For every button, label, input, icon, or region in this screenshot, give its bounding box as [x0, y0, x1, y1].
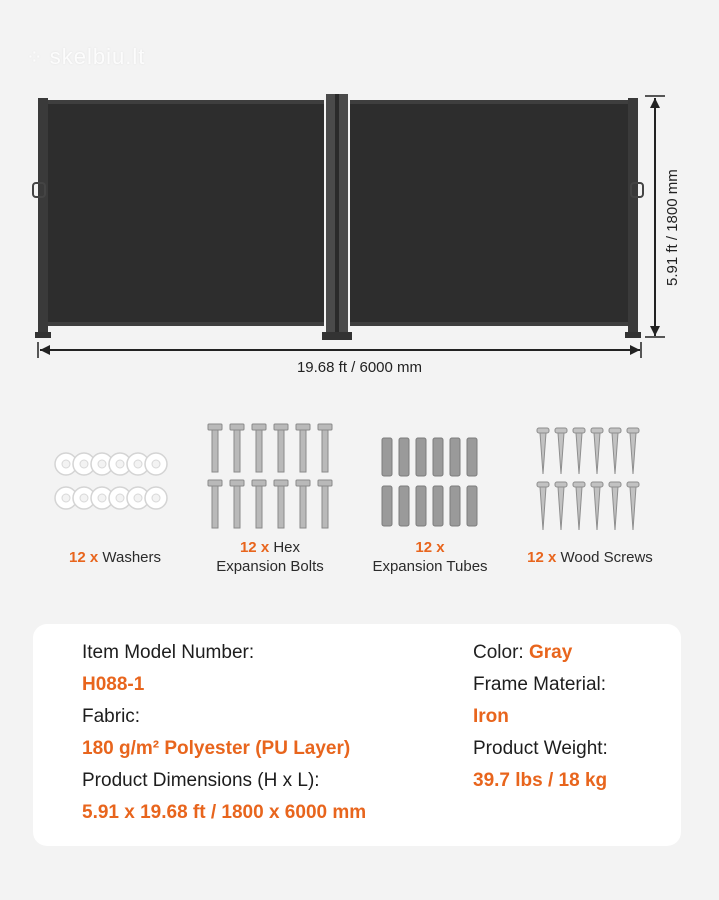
frame-label: Frame Material:	[473, 674, 607, 695]
dimensions-value: 5.91 x 19.68 ft / 1800 x 6000 mm	[82, 802, 367, 823]
bolt-row-bottom	[208, 480, 332, 528]
specs-card	[33, 624, 681, 846]
color-value: Gray	[528, 642, 573, 663]
height-dimension-label: 5.91 ft / 1800 mm	[664, 169, 681, 286]
hex-bolts-label	[190, 538, 350, 576]
right-fabric-panel	[350, 102, 628, 324]
awning-illustration	[0, 80, 719, 380]
wood-screws-label	[510, 548, 670, 567]
right-panel-top-rail	[350, 100, 628, 104]
left-cassette	[38, 98, 48, 338]
hex-expansion-bolts-illustration	[204, 420, 338, 532]
washers-illustration	[52, 448, 176, 518]
expansion-tubes-illustration	[378, 434, 482, 534]
wood-screws-qty: 12 x	[527, 549, 557, 566]
fabric-label: Fabric:	[82, 706, 141, 727]
watermark	[26, 44, 145, 70]
height-arrow-top	[650, 98, 660, 108]
expansion-tubes-label	[350, 538, 510, 576]
watermark-dots-icon: ⁘	[26, 46, 44, 69]
dimensions-label: Product Dimensions (H x L):	[82, 770, 320, 791]
width-arrow-left	[40, 345, 50, 355]
width-dimension-label: 19.68 ft / 6000 mm	[296, 359, 423, 376]
left-panel-top-rail	[48, 100, 324, 104]
hex-bolts-name-line2: Expansion Bolts	[216, 558, 324, 575]
washers-qty: 12 x	[69, 549, 99, 566]
center-post-base	[322, 332, 352, 340]
left-foot	[35, 332, 51, 338]
width-arrow-right	[630, 345, 640, 355]
color-row	[473, 641, 572, 665]
washer-row-top	[55, 453, 167, 475]
left-panel-bottom-rail	[48, 322, 324, 326]
hex-bolts-qty: 12 x	[239, 539, 270, 556]
tube-row-bottom	[382, 486, 477, 526]
washers-label	[40, 548, 190, 567]
washer-row-bottom	[55, 487, 167, 509]
weight-label: Product Weight:	[473, 738, 608, 759]
screw-row-top	[537, 428, 639, 474]
height-arrow-bottom	[650, 326, 660, 336]
right-foot	[625, 332, 641, 338]
bolt-row-top	[208, 424, 332, 472]
wood-screws-illustration	[534, 424, 648, 534]
weight-value: 39.7 lbs / 18 kg	[473, 770, 608, 791]
screw-row-bottom	[537, 482, 639, 530]
model-value: H088-1	[82, 674, 145, 695]
model-label: Item Model Number:	[82, 642, 255, 663]
hex-bolts-name: Hex	[273, 539, 301, 556]
expansion-tubes-qty: 12 x	[415, 539, 445, 556]
washers-name: Washers	[102, 549, 161, 566]
left-fabric-panel	[48, 102, 324, 324]
frame-value: Iron	[473, 706, 509, 727]
fabric-value: 180 g/m² Polyester (PU Layer)	[82, 738, 351, 759]
color-label: Color:	[473, 642, 524, 663]
right-panel-bottom-rail	[350, 322, 628, 326]
center-post-slot	[335, 94, 339, 338]
expansion-tubes-name: Expansion Tubes	[372, 558, 488, 575]
wood-screws-name: Wood Screws	[560, 549, 653, 566]
right-cassette	[628, 98, 638, 338]
tube-row-top	[382, 438, 477, 476]
watermark-text: skelbiu.lt	[49, 44, 146, 69]
